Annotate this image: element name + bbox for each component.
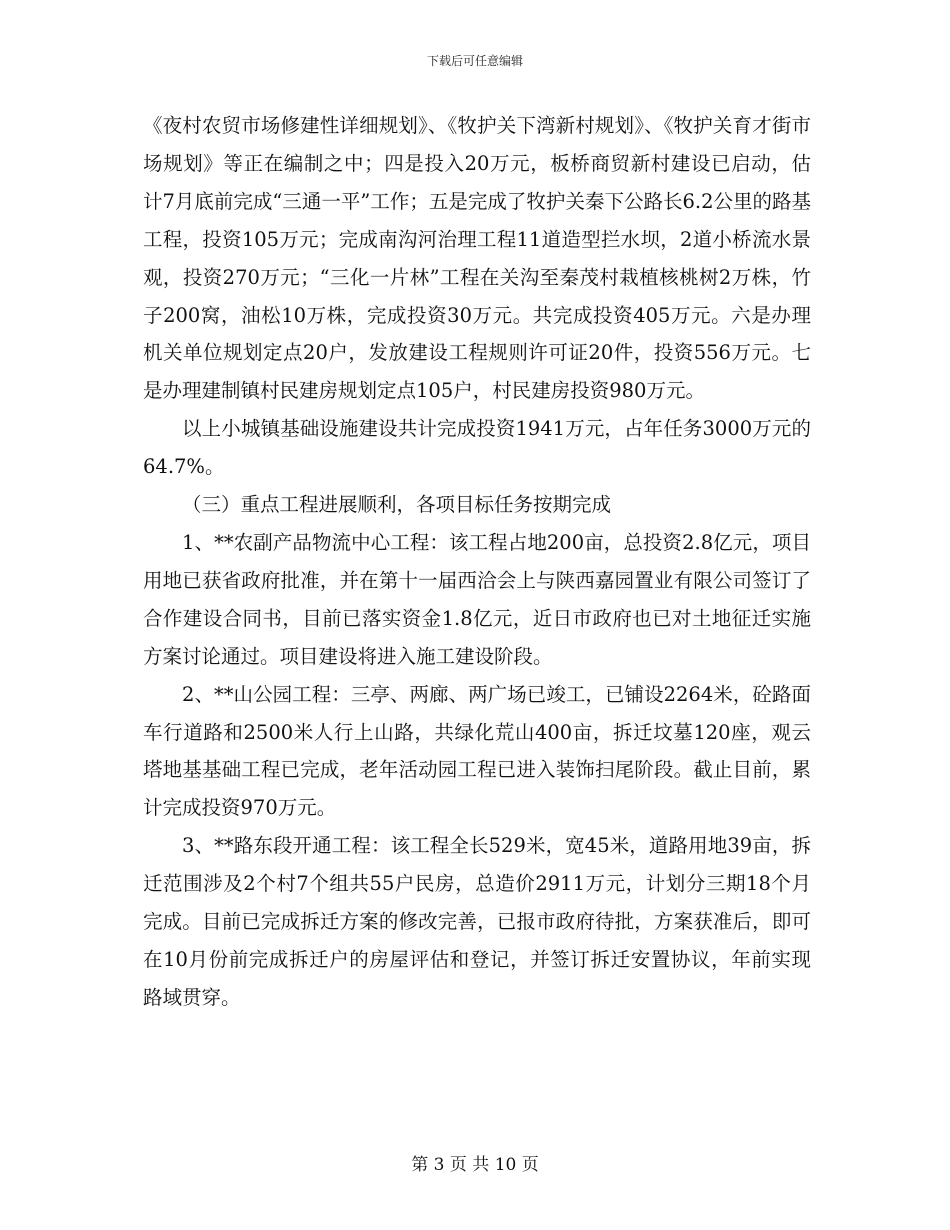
section-heading: （三）重点工程进展顺利，各项目标任务按期完成 — [182, 493, 612, 517]
page-header-note: 下载后可任意编辑 — [426, 54, 523, 68]
paragraph-item-3: 3、**路东段开通工程：该工程全长529米，宽45米，道路用地39亩，拆迁范围涉及2个村7个组共55户民房，总造价2911万元，计划分三期18个月完成。目前已完成拆迁方案的修改完善，已报市政府待批，方案获准后，即可在10月份前完成拆迁户的房屋评估和登记，并签订拆迁安置协议，年前实现路域贯穿。 — [143, 834, 811, 1009]
paragraph-item-2: 2、**山公园工程：三亭、两廊、两广场已竣工，已铺设2264米，砼路面车行道路和2500米人行上山路，共绿化荒山400亩，拆迁坟墓120座，观云塔地基基础工程已完成，老年活动园工程已进入装饰扫尾阶段。截止目前，累计完成投资970万元。 — [143, 682, 811, 820]
paragraph-investment-summary: 以上小城镇基础设施建设共计完成投资1941万元，占年任务3000万元的64.7%。 — [143, 417, 811, 479]
document-body — [143, 107, 811, 1017]
page-number: 第 3 页 共 10 页 — [411, 1155, 539, 1175]
paragraph-continuation: 《夜村农贸市场修建性详细规划》、《牧护关下湾新村规划》、《牧护关育才街市场规划》等正在编制之中；四是投入20万元，板桥商贸新村建设已启动，估计7月底前完成“三通一平”工作；五是完成了牧护关秦下公路长6.2公里的路基工程，投资105万元；完成南沟河治理工程11道造型拦水坝，2道小桥流水景观，投资270万元；“三化一片林”工程在关沟至秦茂村栽植核桃树2万株，竹子200窝，油松10万株，完成投资30万元。共完成投资405万元。六是办理机关单位规划定点20户，发放建设工程规则许可证20件，投资556万元。七是办理建制镇村民建房规划定点105户，村民建房投资980万元。 — [143, 114, 811, 403]
paragraph-item-1: 1、**农副产品物流中心工程：该工程占地200亩，总投资2.8亿元，项目用地已获省政府批准，并在第十一届西洽会上与陕西嘉园置业有限公司签订了合作建设合同书，目前已落实资金1.8亿元，近日市政府也已对土地征迁实施方案讨论通过。项目建设将进入施工建设阶段。 — [143, 530, 811, 668]
